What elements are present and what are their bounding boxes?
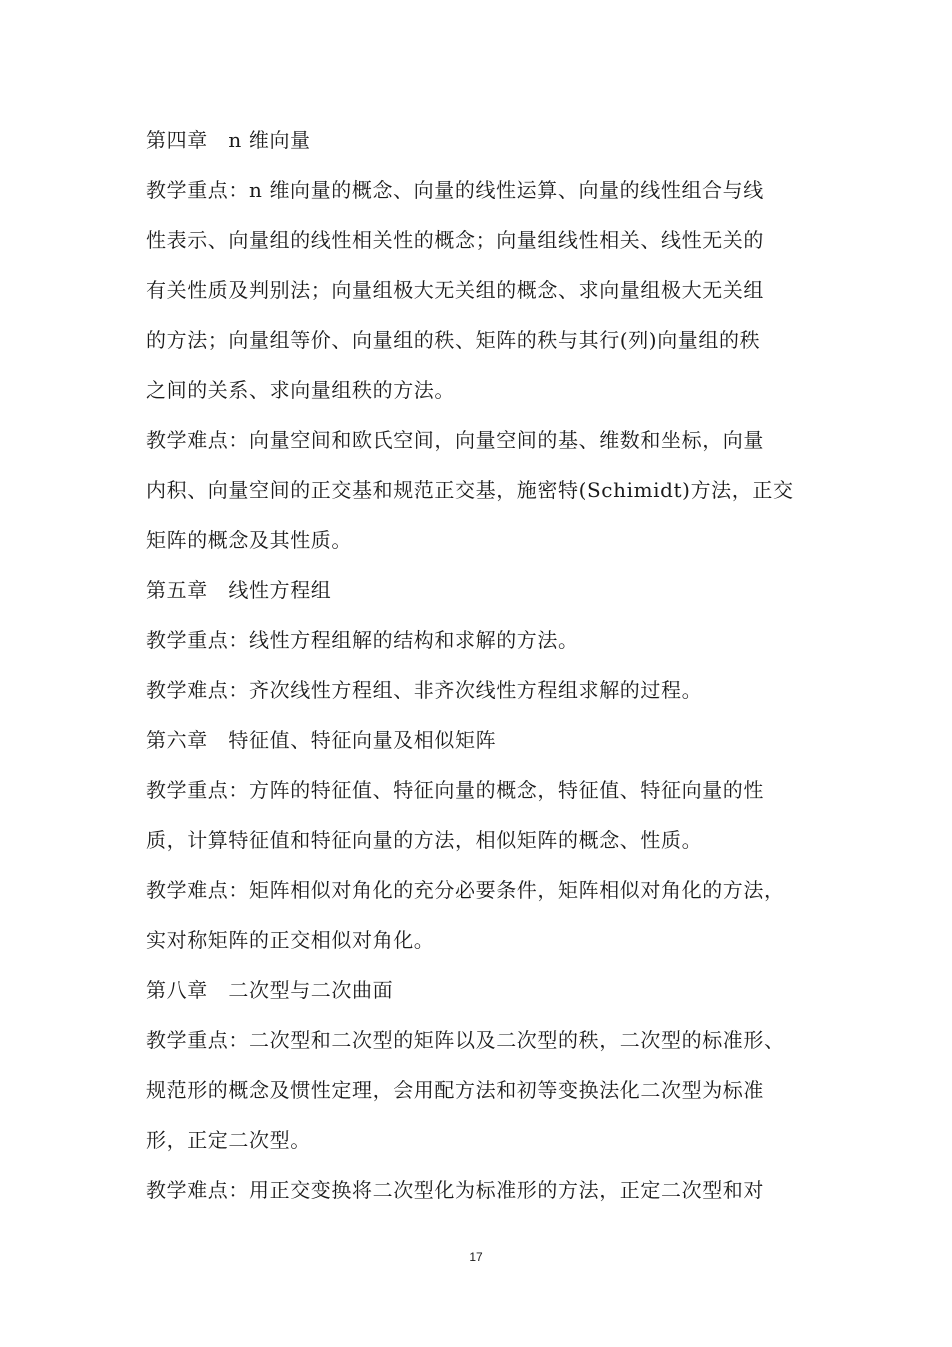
text-line: 教学重点：二次型和二次型的矩阵以及二次型的秩，二次型的标准形、: [146, 1028, 785, 1052]
chapter-8-heading: 第八章 二次型与二次曲面: [146, 978, 394, 1002]
text-line: 的方法；向量组等价、向量组的秩、矩阵的秩与其行(列)向量组的秩: [146, 328, 761, 352]
text-line: 形，正定二次型。: [146, 1128, 311, 1152]
chapter-6-heading: 第六章 特征值、特征向量及相似矩阵: [146, 728, 497, 752]
text-line: 教学重点：线性方程组解的结构和求解的方法。: [146, 628, 579, 652]
text-line: 教学重点：方阵的特征值、特征向量的概念，特征值、特征向量的性: [146, 778, 764, 802]
chapter-5-heading: 第五章 线性方程组: [146, 578, 332, 602]
page-body: [146, 115, 811, 1215]
text-line: 教学难点：用正交变换将二次型化为标准形的方法，正定二次型和对: [146, 1178, 764, 1202]
text-line: 内积、向量空间的正交基和规范正交基，施密特(Schimidt)方法，正交: [146, 478, 794, 502]
text-line: 质，计算特征值和特征向量的方法，相似矩阵的概念、性质。: [146, 828, 703, 852]
text-line: 性表示、向量组的线性相关性的概念；向量组线性相关、线性无关的: [146, 228, 764, 252]
text-line: 矩阵的概念及其性质。: [146, 528, 352, 552]
text-line: 教学难点：向量空间和欧氏空间，向量空间的基、维数和坐标，向量: [146, 428, 764, 452]
text-line: 规范形的概念及惯性定理，会用配方法和初等变换法化二次型为标准: [146, 1078, 764, 1102]
text-line: 教学难点：矩阵相似对角化的充分必要条件，矩阵相似对角化的方法，: [146, 878, 785, 902]
page-number: 17: [469, 1250, 483, 1264]
text-line: 有关性质及判别法；向量组极大无关组的概念、求向量组极大无关组: [146, 278, 764, 302]
text-line: 教学重点：n 维向量的概念、向量的线性运算、向量的线性组合与线: [146, 178, 764, 202]
text-line: 实对称矩阵的正交相似对角化。: [146, 928, 435, 952]
text-line: 教学难点：齐次线性方程组、非齐次线性方程组求解的过程。: [146, 678, 703, 702]
chapter-4-heading: 第四章 n 维向量: [146, 128, 311, 152]
text-line: 之间的关系、求向量组秩的方法。: [146, 378, 455, 402]
